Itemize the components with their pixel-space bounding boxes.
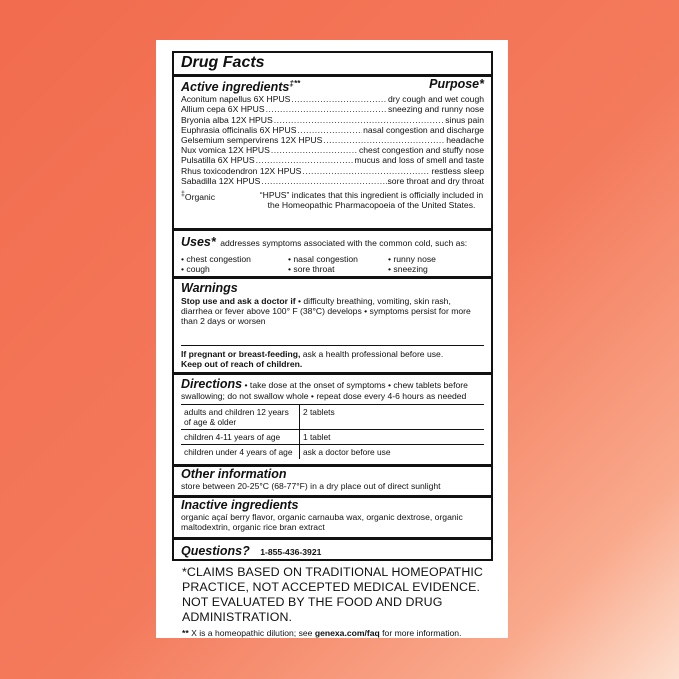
uses-divider — [174, 276, 491, 279]
other-info-text: store between 20-25°C (68-77°F) in a dry place out of direct sunlight — [181, 481, 441, 491]
leader-dots — [256, 155, 354, 165]
pregnancy-body: ask a health professional before use. — [302, 349, 444, 359]
ingredient-row — [181, 145, 484, 155]
directions-row — [181, 430, 484, 445]
ingredient-name: Gelsemium sempervirens 12X HPUS — [181, 134, 323, 145]
ingredient-row — [181, 155, 484, 165]
ingredient-purpose: sinus pain — [445, 114, 484, 125]
drug-facts-panel — [172, 51, 493, 561]
dose-amount: 2 tablets — [303, 407, 335, 418]
ingredient-list — [181, 94, 484, 186]
ingredient-name: Rhus toxicodendron 12X HPUS — [181, 165, 302, 176]
organic-note — [181, 190, 215, 202]
warnings-rule — [181, 345, 484, 346]
dilution-text: X is a homeopathic dilution; see — [191, 628, 313, 638]
uses-bullets — [181, 254, 484, 274]
uses-section — [181, 233, 484, 274]
other-info-section — [181, 467, 484, 491]
ingredient-row — [181, 104, 484, 114]
active-ingredients-section — [181, 77, 484, 212]
warnings-heading: Warnings — [181, 281, 238, 295]
dose-group: children 4-11 years of age — [181, 430, 300, 445]
ingredient-name: Pulsatilla 6X HPUS — [181, 155, 255, 166]
ingredient-row — [181, 94, 484, 104]
uses-bullet: • cough — [181, 264, 210, 275]
uses-heading: Uses* — [181, 235, 216, 249]
ingredient-purpose: chest congestion and stuffy nose — [358, 145, 484, 156]
directions-section — [181, 377, 484, 459]
leader-dots — [297, 125, 362, 135]
label-card — [156, 40, 508, 638]
directions-table — [181, 404, 484, 459]
active-heading-mark: ‡** — [289, 79, 301, 88]
directions-row — [181, 445, 484, 460]
active-heading — [181, 77, 300, 94]
leader-dots — [274, 115, 445, 125]
inactive-section — [181, 498, 484, 532]
uses-bullet: • sore throat — [288, 264, 335, 275]
ingredient-purpose: dry cough and wet cough — [387, 94, 484, 105]
directions-row — [181, 405, 484, 430]
questions-section — [181, 542, 484, 560]
ingredient-row — [181, 166, 484, 176]
drug-facts-title: Drug Facts — [181, 54, 265, 71]
directions-heading: Directions — [181, 377, 243, 391]
uses-bullet: • nasal congestion — [288, 254, 358, 264]
ingredient-purpose: sore throat and dry throat — [387, 175, 484, 186]
inactive-divider — [174, 537, 491, 540]
dilution-end: for more information. — [382, 628, 462, 638]
questions-heading: Questions? — [181, 544, 250, 558]
leader-dots — [302, 166, 430, 176]
active-heading-text: Active ingredients — [181, 80, 290, 95]
ingredient-row — [181, 125, 484, 135]
active-divider — [174, 228, 491, 231]
stop-use-text — [181, 296, 484, 327]
leader-dots — [323, 135, 445, 145]
uses-bullet-text: cough — [186, 264, 210, 275]
claims-disclaimer: *CLAIMS BASED ON TRADITIONAL HOMEOPATHIC PRACTICE, NOT ACCEPTED MEDICAL EVIDENCE. NOT EVALUATED BY THE FOOD AND DRUG ADMINISTRATION. — [182, 565, 483, 624]
uses-bullet-text: sore throat — [293, 264, 335, 275]
keep-out-text: Keep out of reach of children. — [181, 359, 303, 370]
stop-use-body: • difficulty breathing, vomiting, skin rash, diarrhea or fever above 100° F (38°C) develops • symptoms persist for more than 2 days or worsen — [181, 296, 471, 327]
active-header — [181, 77, 484, 94]
dose-group: children under 4 years of age — [181, 445, 300, 460]
leader-dots — [261, 176, 386, 186]
hpus-note: “HPUS” indicates that this ingredient is officially included in the Homeopathic Pharmacopoeia of the United States. — [259, 189, 484, 211]
leader-dots — [291, 94, 387, 104]
ingredient-name: Sabadilla 12X HPUS — [181, 175, 261, 186]
pregnancy-warning — [181, 349, 484, 369]
dose-amount: 1 tablet — [303, 432, 331, 443]
other-info-heading: Other information — [181, 467, 287, 481]
dilution-mark: ** — [182, 628, 189, 638]
dose-group: adults and children 12 years of age & older — [181, 405, 300, 430]
ingredient-row — [181, 176, 484, 186]
inactive-heading: Inactive ingredients — [181, 498, 299, 512]
questions-phone: 1-855-436-3921 — [260, 547, 322, 557]
dose-amount: ask a doctor before use — [303, 447, 391, 458]
uses-bullet: • runny nose — [388, 254, 436, 264]
uses-bullet: • chest congestion — [181, 254, 251, 264]
organic-note-block — [181, 190, 484, 212]
uses-bullet-text: sneezing — [393, 264, 428, 275]
ingredient-row — [181, 135, 484, 145]
warnings-divider — [174, 372, 491, 375]
ingredient-purpose: sneezing and runny nose — [387, 104, 484, 115]
ingredient-name: Nux vomica 12X HPUS — [181, 145, 270, 156]
uses-bullet-text: nasal congestion — [293, 254, 358, 264]
uses-bullet: • sneezing — [388, 264, 428, 275]
organic-mark: ‡ — [181, 190, 185, 198]
ingredient-name: Allium cepa 6X HPUS — [181, 104, 265, 115]
faq-link[interactable]: genexa.com/faq — [314, 628, 380, 638]
ingredient-name: Aconitum napellus 6X HPUS — [181, 94, 291, 105]
inactive-text: organic açaí berry flavor, organic carnauba wax, organic dextrose, organic maltodextrin, organic rice bran extract — [181, 512, 463, 533]
ingredient-purpose: headache — [446, 134, 484, 145]
ingredient-purpose: restless sleep — [431, 165, 484, 176]
leader-dots — [271, 145, 358, 155]
pregnancy-bold: If pregnant or breast-feeding, — [181, 349, 301, 359]
uses-intro: addresses symptoms associated with the common cold, such as: — [220, 238, 468, 248]
ingredient-purpose: nasal congestion and discharge — [363, 124, 484, 135]
stop-use-bold: Stop use and ask a doctor if — [181, 296, 296, 306]
uses-bullet-text: runny nose — [393, 254, 436, 264]
footer — [182, 565, 502, 639]
ingredient-name: Euphrasia officinalis 6X HPUS — [181, 124, 297, 135]
organic-note-text: Organic — [184, 191, 215, 202]
ingredient-name: Bryonia alba 12X HPUS — [181, 114, 273, 125]
uses-bullet-text: chest congestion — [186, 254, 251, 264]
ingredient-row — [181, 115, 484, 125]
dilution-note — [182, 628, 502, 639]
purpose-heading: Purpose* — [429, 77, 484, 91]
leader-dots — [266, 104, 387, 114]
ingredient-purpose: mucus and loss of smell and taste — [354, 155, 484, 166]
directions-text: • take dose at the onset of symptoms • chew tablets before swallowing; do not swallow whole • repeat dose every 4-6 hours as needed — [181, 380, 468, 401]
warnings-section — [181, 281, 484, 327]
